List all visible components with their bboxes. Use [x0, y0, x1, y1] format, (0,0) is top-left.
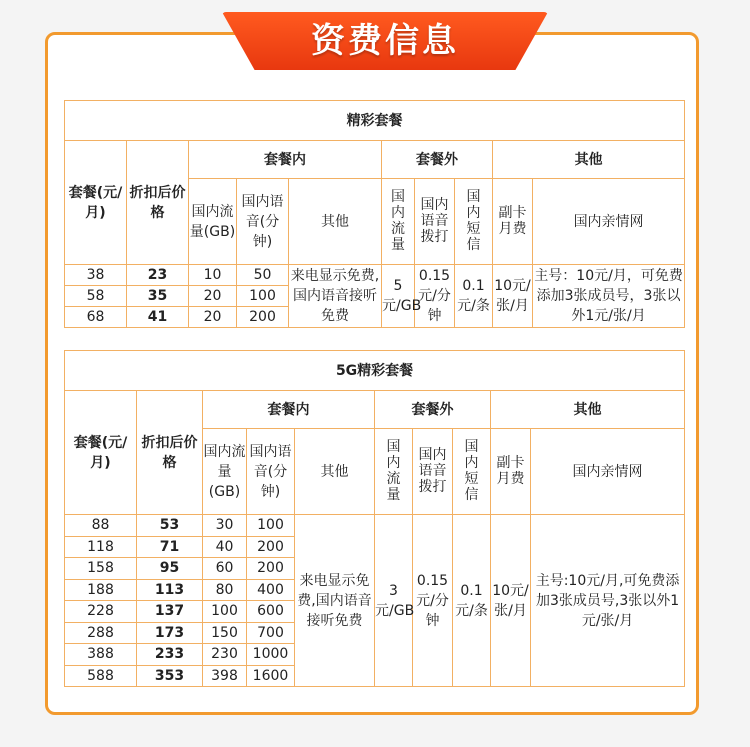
plan-price: 158 [65, 558, 137, 580]
discount-price: 41 [127, 307, 189, 328]
out-data-price: 3元/GB [375, 515, 413, 687]
data-gb: 20 [189, 286, 237, 307]
voice-minutes: 1600 [247, 665, 295, 687]
discount-price: 53 [137, 515, 203, 537]
discount-price: 353 [137, 665, 203, 687]
voice-minutes: 600 [247, 601, 295, 623]
data-gb: 30 [203, 515, 247, 537]
plan-price: 88 [65, 515, 137, 537]
plan-price: 38 [65, 265, 127, 286]
vice-card-fee: 10元/张/月 [491, 515, 531, 687]
voice-minutes: 1000 [247, 644, 295, 666]
subheader-family: 国内亲情网 [533, 179, 685, 265]
data-gb: 150 [203, 622, 247, 644]
data-gb: 60 [203, 558, 247, 580]
page-title: 资费信息 [311, 21, 459, 61]
discount-price: 95 [137, 558, 203, 580]
header-discount-price: 折扣后价格 [127, 141, 189, 265]
data-gb: 20 [189, 307, 237, 328]
subheader-out-call: 国内语音拨打 [418, 446, 447, 495]
data-gb: 80 [203, 579, 247, 601]
subheader-out-data: 国内流量 [386, 438, 401, 503]
out-call-price: 0.15元/分钟 [413, 515, 453, 687]
plan-price: 58 [65, 286, 127, 307]
data-gb: 398 [203, 665, 247, 687]
out-sms-price: 0.1元/条 [453, 515, 491, 687]
plan-price: 118 [65, 536, 137, 558]
plan-price: 388 [65, 644, 137, 666]
header-other: 其他 [491, 391, 685, 429]
subheader-other: 其他 [295, 429, 375, 515]
voice-minutes: 400 [247, 579, 295, 601]
discount-price: 113 [137, 579, 203, 601]
subheader-other: 其他 [289, 179, 382, 265]
header-discount-price: 折扣后价格 [137, 391, 203, 515]
in-plan-other: 来电显示免费,国内语音接听免费 [295, 515, 375, 687]
plan-price: 288 [65, 622, 137, 644]
subheader-vice-fee: 副卡月费 [498, 204, 527, 237]
out-call-price: 0.15元/分钟 [415, 265, 455, 328]
voice-minutes: 700 [247, 622, 295, 644]
subheader-out-sms: 国内短信 [466, 188, 481, 253]
table-title: 5G精彩套餐 [65, 351, 685, 391]
out-data-price: 5元/GB [382, 265, 415, 328]
subheader-family: 国内亲情网 [531, 429, 685, 515]
voice-minutes: 200 [247, 558, 295, 580]
family-network: 主号：10元/月，可免费添加3张成员号，3张以外1元/张/月 [533, 265, 685, 328]
header-plan-price: 套餐(元/月) [65, 141, 127, 265]
plan-table-standard [64, 100, 685, 328]
discount-price: 35 [127, 286, 189, 307]
header-other: 其他 [493, 141, 685, 179]
out-sms-price: 0.1元/条 [455, 265, 493, 328]
family-network: 主号:10元/月,可免费添加3张成员号,3张以外1元/张/月 [531, 515, 685, 687]
subheader-vice-fee: 副卡月费 [496, 454, 525, 487]
table-row [65, 515, 685, 537]
header-in-plan: 套餐内 [189, 141, 382, 179]
vice-card-fee: 10元/张/月 [493, 265, 533, 328]
subheader-out-call: 国内语音拨打 [420, 196, 449, 245]
table-row [65, 265, 685, 286]
header-in-plan: 套餐内 [203, 391, 375, 429]
plan-table-5g [64, 350, 685, 687]
data-gb: 10 [189, 265, 237, 286]
plan-price: 588 [65, 665, 137, 687]
header-out-plan: 套餐外 [375, 391, 491, 429]
subheader-data: 国内流量(GB) [189, 179, 237, 265]
header-out-plan: 套餐外 [382, 141, 493, 179]
data-gb: 100 [203, 601, 247, 623]
subheader-out-sms: 国内短信 [464, 438, 479, 503]
plan-price: 68 [65, 307, 127, 328]
voice-minutes: 50 [237, 265, 289, 286]
subheader-data: 国内流量(GB) [203, 429, 247, 515]
subheader-voice: 国内语音(分钟) [237, 179, 289, 265]
discount-price: 173 [137, 622, 203, 644]
subheader-voice: 国内语音(分钟) [247, 429, 295, 515]
voice-minutes: 200 [247, 536, 295, 558]
discount-price: 23 [127, 265, 189, 286]
discount-price: 71 [137, 536, 203, 558]
discount-price: 137 [137, 601, 203, 623]
in-plan-other: 来电显示免费,国内语音接听免费 [289, 265, 382, 328]
data-gb: 230 [203, 644, 247, 666]
voice-minutes: 100 [247, 515, 295, 537]
table-title: 精彩套餐 [65, 101, 685, 141]
header-plan-price: 套餐(元/月) [65, 391, 137, 515]
voice-minutes: 200 [237, 307, 289, 328]
plan-price: 188 [65, 579, 137, 601]
discount-price: 233 [137, 644, 203, 666]
subheader-out-data: 国内流量 [391, 188, 405, 253]
voice-minutes: 100 [237, 286, 289, 307]
plan-price: 228 [65, 601, 137, 623]
data-gb: 40 [203, 536, 247, 558]
